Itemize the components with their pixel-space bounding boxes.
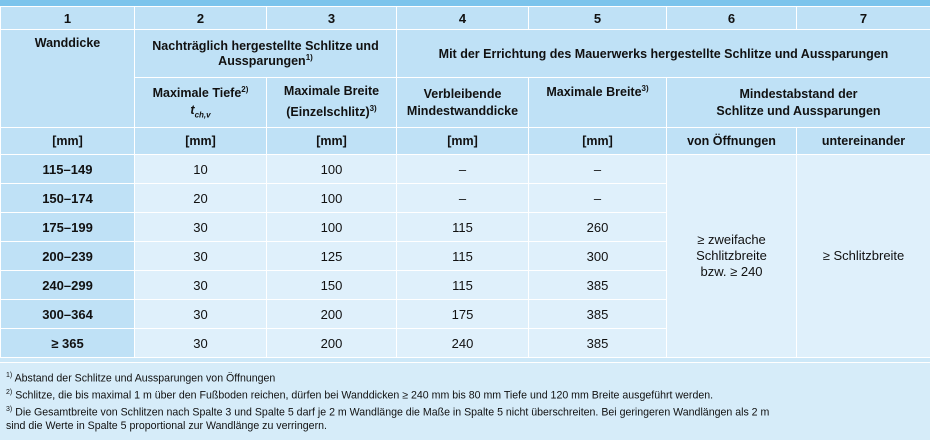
merged-line: bzw. ≥ 240 bbox=[700, 264, 763, 279]
footnote bbox=[6, 403, 924, 420]
col-number: 5 bbox=[529, 7, 667, 30]
cell-tiefe: 30 bbox=[135, 271, 267, 300]
cell-tiefe: 10 bbox=[135, 155, 267, 184]
footnote bbox=[6, 386, 924, 403]
cell-verbleibend: 175 bbox=[397, 300, 529, 329]
footnote-mark: 3) bbox=[641, 84, 649, 93]
header-mindestabstand bbox=[667, 78, 930, 128]
cell-tiefe: 30 bbox=[135, 213, 267, 242]
header-verbleibende-label: Verbleibende bbox=[423, 86, 502, 101]
cell-breite: 100 bbox=[267, 155, 397, 184]
header-row-2 bbox=[1, 78, 930, 128]
tiefe-symbol-letter: t bbox=[190, 103, 195, 118]
cell-verbleibend: 115 bbox=[397, 242, 529, 271]
column-number-row bbox=[1, 7, 930, 30]
col-number: 2 bbox=[135, 7, 267, 30]
unit-cell: [mm] bbox=[529, 128, 667, 155]
header-max-tiefe-label: Maximale Tiefe bbox=[152, 86, 242, 101]
cell-breite: 200 bbox=[267, 329, 397, 358]
header-max-breite-label: Maximale Breite bbox=[546, 85, 642, 100]
cell-verbleibend: 115 bbox=[397, 271, 529, 300]
cell-wanddicke: 150–174 bbox=[1, 184, 135, 213]
merged-line: Schlitzbreite bbox=[696, 248, 767, 263]
cell-tiefe: 30 bbox=[135, 242, 267, 271]
cell-verbleibend: 115 bbox=[397, 213, 529, 242]
cell-verbleibend: 240 bbox=[397, 329, 529, 358]
cell-wanddicke: 200–239 bbox=[1, 242, 135, 271]
cell-tiefe: 30 bbox=[135, 300, 267, 329]
cell-max-breite: 260 bbox=[529, 213, 667, 242]
footnote-mark: 2) bbox=[241, 85, 249, 95]
header-mindestabstand-label: Mindestabstand der bbox=[739, 86, 858, 101]
cell-breite: 100 bbox=[267, 184, 397, 213]
footnote bbox=[6, 420, 924, 434]
header-max-tiefe bbox=[135, 78, 267, 128]
cell-breite: 100 bbox=[267, 213, 397, 242]
header-wanddicke bbox=[1, 30, 135, 128]
col-number: 1 bbox=[1, 7, 135, 30]
footnotes bbox=[0, 362, 930, 440]
footnote-mark: 3) bbox=[6, 406, 13, 414]
cell-wanddicke: 300–364 bbox=[1, 300, 135, 329]
unit-cell: [mm] bbox=[1, 128, 135, 155]
col-number: 4 bbox=[397, 7, 529, 30]
footnote-text: Abstand der Schlitze und Aussparungen von Öffnungen bbox=[14, 372, 276, 385]
cell-verbleibend: – bbox=[397, 155, 529, 184]
cell-tiefe: 20 bbox=[135, 184, 267, 213]
header-errichtung-label: Mit der Errichtung des Mauerwerks hergestellte Schlitze und Aussparungen bbox=[438, 46, 889, 61]
unit-cell: [mm] bbox=[135, 128, 267, 155]
header-untereinander: untereinander bbox=[797, 128, 930, 155]
tiefe-symbol-sub: ch,v bbox=[194, 110, 211, 120]
cell-wanddicke: 175–199 bbox=[1, 213, 135, 242]
header-schlitze-label: Schlitze und Aussparungen bbox=[716, 103, 881, 118]
cell-breite: 150 bbox=[267, 271, 397, 300]
col-number: 7 bbox=[797, 7, 930, 30]
cell-max-breite: 300 bbox=[529, 242, 667, 271]
table-row bbox=[1, 155, 930, 184]
schlitz-table bbox=[0, 6, 930, 358]
unit-cell: [mm] bbox=[397, 128, 529, 155]
header-row-1 bbox=[1, 30, 930, 78]
footnote-mark: 3) bbox=[369, 104, 377, 114]
cell-wanddicke: 115–149 bbox=[1, 155, 135, 184]
cell-wanddicke: ≥ 365 bbox=[1, 329, 135, 358]
cell-breite: 200 bbox=[267, 300, 397, 329]
footnote bbox=[6, 369, 924, 386]
col-number: 3 bbox=[267, 7, 397, 30]
cell-breite: 125 bbox=[267, 242, 397, 271]
col-number: 6 bbox=[667, 7, 797, 30]
header-verbleibende bbox=[397, 78, 529, 128]
header-wanddicke-label: Wanddicke bbox=[34, 36, 101, 50]
cell-max-breite: 385 bbox=[529, 329, 667, 358]
footnote-mark: 1) bbox=[305, 52, 313, 62]
cell-max-breite: – bbox=[529, 184, 667, 213]
cell-untereinander-merged: ≥ Schlitzbreite bbox=[797, 155, 930, 358]
cell-max-breite: 385 bbox=[529, 300, 667, 329]
cell-wanddicke: 240–299 bbox=[1, 271, 135, 300]
header-nachtraeglich bbox=[135, 30, 397, 78]
footnote-mark: 1) bbox=[6, 372, 13, 379]
unit-cell: [mm] bbox=[267, 128, 397, 155]
cell-von-oeffnungen-merged bbox=[667, 155, 797, 358]
header-einzelschlitz-label: (Einzelschlitz) bbox=[286, 105, 370, 120]
cell-verbleibend: – bbox=[397, 184, 529, 213]
header-mindestwanddicke-label: Mindestwanddicke bbox=[406, 103, 519, 118]
unit-row bbox=[1, 128, 930, 155]
footnote-mark: 2) bbox=[6, 389, 13, 397]
footnote-text: Die Gesamtbreite von Schlitzen nach Spalte 3 und Spalte 5 darf je 2 m Wandlänge die Maße in Spalte 5 nicht überschreiten. Bei geringeren Wandlängen als 2 m bbox=[15, 406, 770, 419]
cell-max-breite: 385 bbox=[529, 271, 667, 300]
header-errichtung bbox=[397, 30, 930, 78]
header-max-breite-einzel-label: Maximale Breite bbox=[283, 84, 380, 99]
header-nachtraeglich-label: Nachträglich hergestellte Schlitze und Aussparungen bbox=[152, 38, 379, 69]
cell-tiefe: 30 bbox=[135, 329, 267, 358]
footnote-text: Schlitze, die bis maximal 1 m über den Fußboden reichen, dürfen bei Wanddicken ≥ 240 mm bis 80 mm Tiefe und 120 mm Breite ausgeführt werden. bbox=[15, 389, 714, 402]
merged-line: ≥ zweifache bbox=[697, 232, 766, 247]
cell-max-breite: – bbox=[529, 155, 667, 184]
header-max-breite-einzel bbox=[267, 78, 397, 128]
header-von-oeffnungen: von Öffnungen bbox=[667, 128, 797, 155]
footnote-text: sind die Werte in Spalte 5 proportional zur Wandlänge zu verringern. bbox=[6, 420, 327, 433]
tiefe-symbol bbox=[190, 103, 211, 120]
header-max-breite bbox=[529, 78, 667, 128]
